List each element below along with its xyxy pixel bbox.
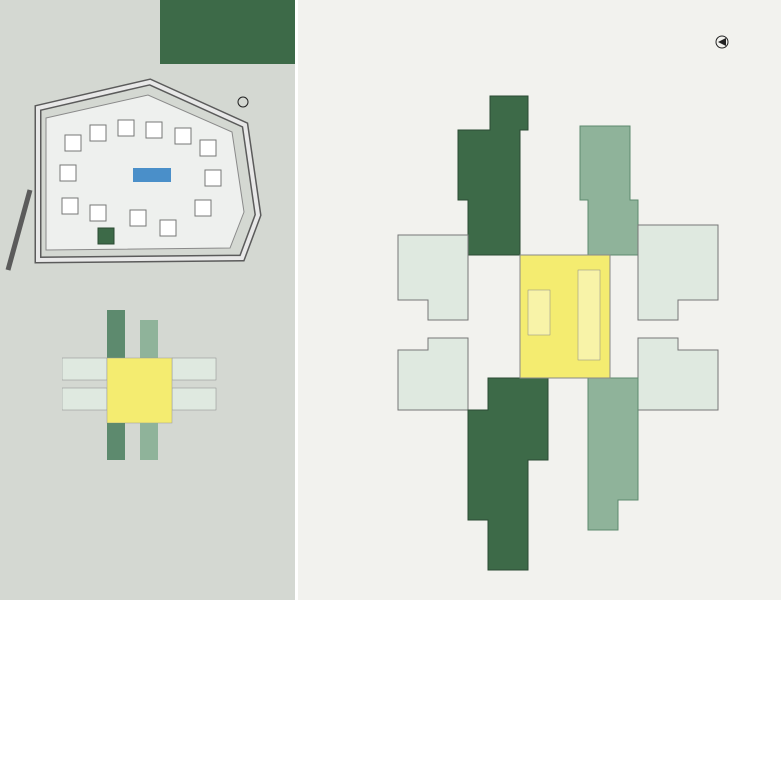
unit-b bbox=[458, 96, 528, 255]
left-watermarks bbox=[0, 0, 295, 600]
unit-d bbox=[638, 225, 718, 320]
unit-a bbox=[398, 235, 468, 320]
unit-f bbox=[588, 378, 638, 530]
unit-h bbox=[398, 338, 468, 410]
unit-c bbox=[580, 126, 638, 255]
unit-g bbox=[468, 378, 548, 570]
unit-e bbox=[638, 338, 718, 410]
floor-plan bbox=[298, 0, 781, 600]
